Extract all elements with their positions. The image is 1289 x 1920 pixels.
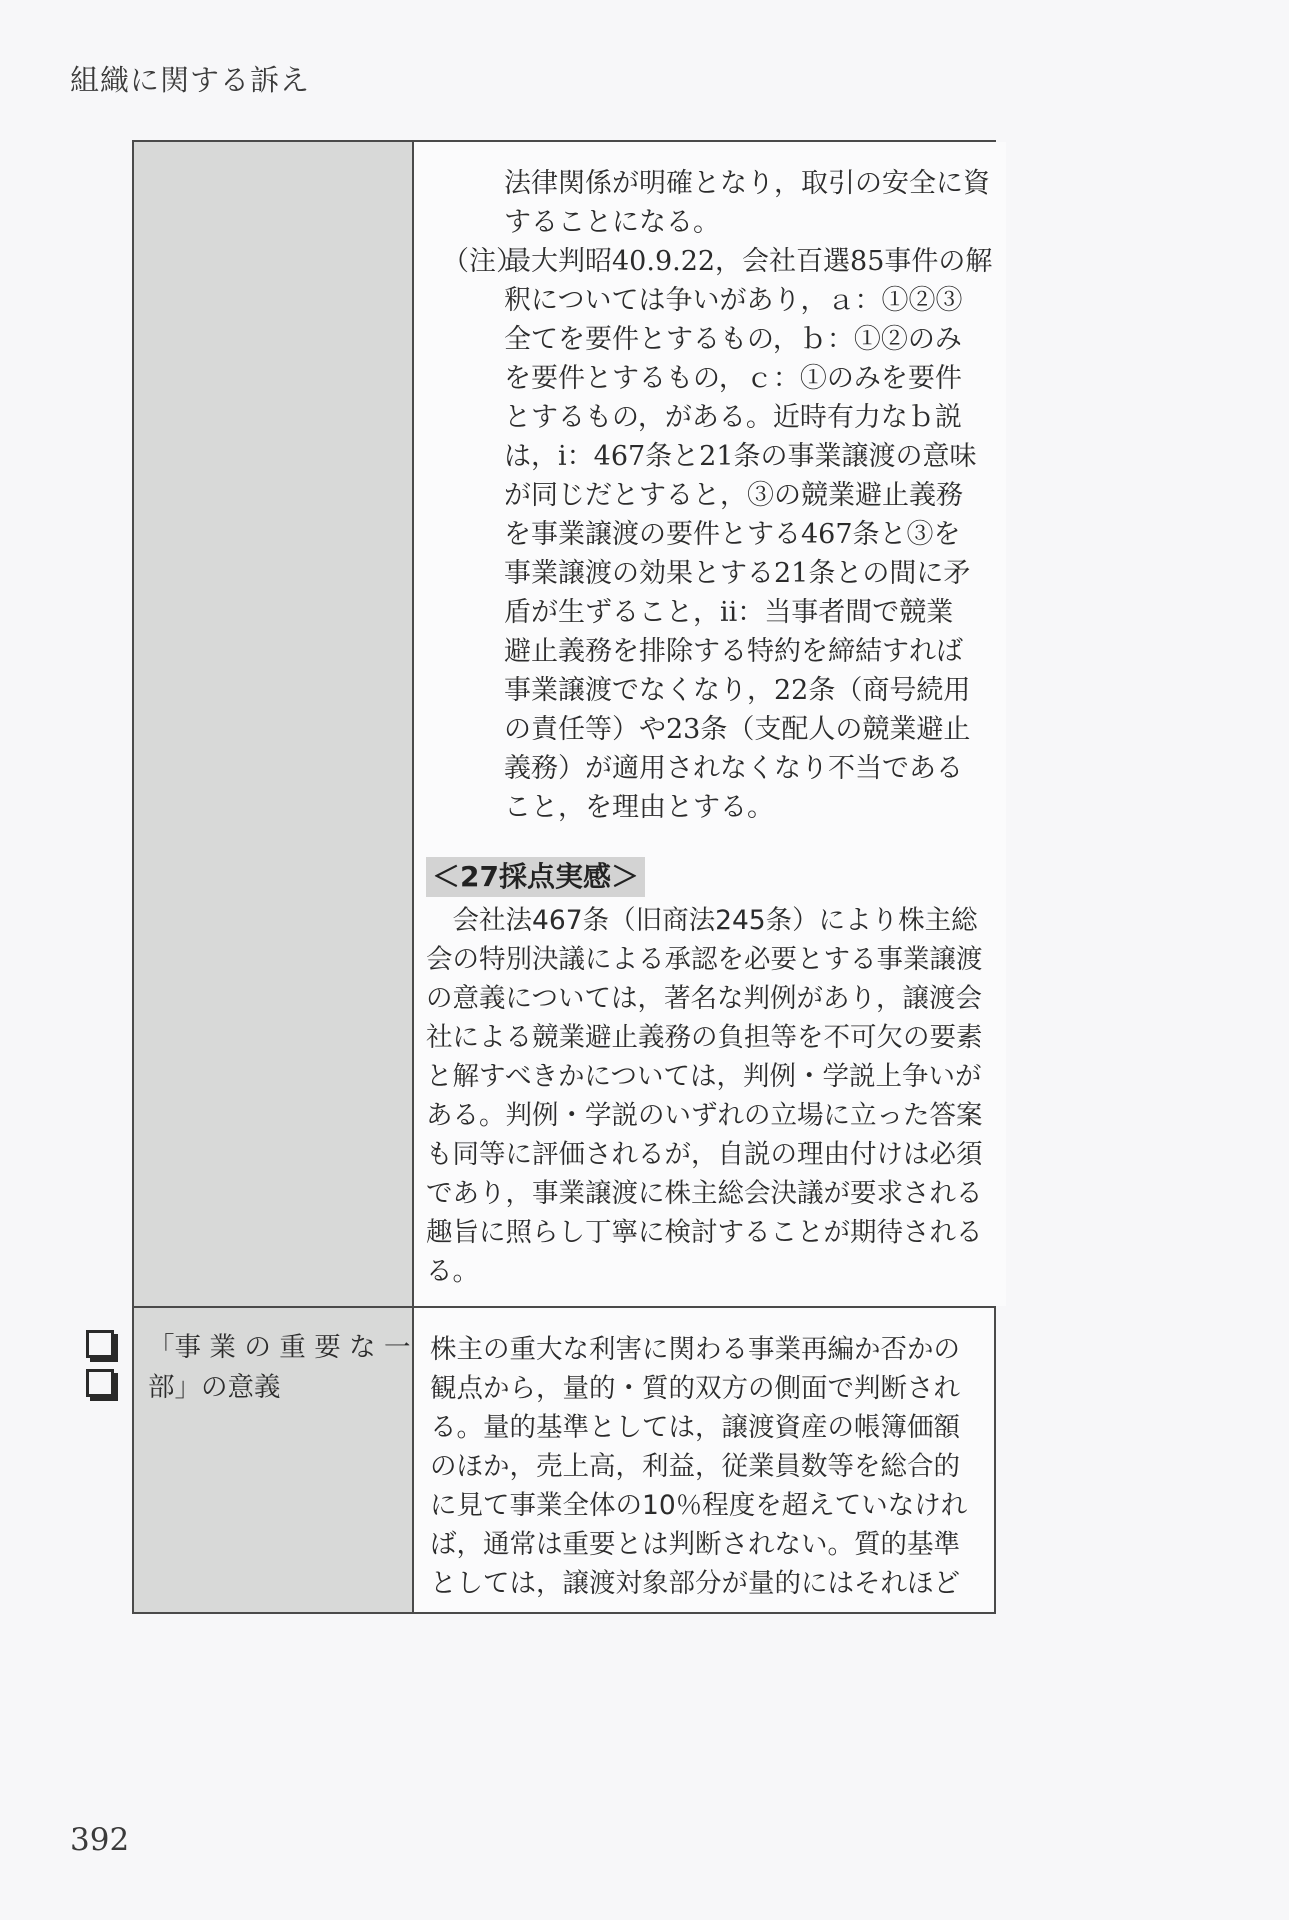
text-line: 趣旨に照らし丁寧に検討することが期待される	[426, 1217, 983, 1248]
text-line: 最大判昭40.9.22，会社百選85事件の解	[504, 246, 993, 277]
text-line: の責任等）や23条（支配人の競業避止	[504, 714, 971, 745]
text-line: することになる。	[504, 207, 720, 238]
text-line: 会社法467条（旧商法245条）により株主総	[426, 905, 978, 936]
text-line: であり，事業譲渡に株主総会決議が要求される	[426, 1178, 983, 1209]
text-line: 観点から，量的・質的双方の側面で判断され	[430, 1373, 960, 1404]
row-title-line: 「事 業 の 重 要 な 一	[148, 1332, 411, 1363]
text-line: 事業譲渡の効果とする21条との間に矛	[504, 558, 971, 589]
text-line: は，ⅰ：467条と21条の事業譲渡の意味	[504, 441, 977, 472]
text-line: 会の特別決議による承認を必要とする事業譲渡	[426, 944, 983, 975]
checkbox-group	[86, 1330, 114, 1408]
text-line: 避止義務を排除する特約を締結すれば	[504, 636, 963, 667]
text-line: と解すべきかについては，判例・学説上争いが	[426, 1061, 982, 1092]
text-line: が同じだとすると，③の競業避止義務	[504, 480, 963, 511]
text-line: 社による競業避止義務の負担等を不可欠の要素	[426, 1022, 983, 1053]
row-title-line: 部」の意義	[148, 1372, 281, 1403]
running-header: 組織に関する訴え	[70, 63, 311, 97]
note-body	[442, 281, 992, 827]
text-line: こと，を理由とする。	[504, 792, 774, 823]
text-line: としては，譲渡対象部分が量的にはそれほど	[430, 1568, 960, 1599]
note-block	[442, 242, 992, 281]
table-row	[134, 142, 994, 1306]
text-line: に見て事業全体の10％程度を超えていなけれ	[430, 1490, 968, 1521]
note-mark: （注）	[442, 246, 523, 277]
text-line: を事業譲渡の要件とする467条と③を	[504, 519, 961, 550]
right-cell	[414, 142, 1006, 1306]
text-line: 株主の重大な利害に関わる事業再編か否かの	[430, 1334, 960, 1365]
text-line: とするもの，がある。近時有力なｂ説	[504, 402, 962, 433]
page-number: 392	[70, 1822, 130, 1858]
section-block	[426, 827, 992, 1291]
text-line: る。	[426, 1256, 479, 1287]
text-line: も同等に評価されるが，自説の理由付けは必須	[426, 1139, 983, 1170]
text-line: 義務）が適用されなくなり不当である	[504, 753, 963, 784]
text-line: の意義については，著名な判例があり，譲渡会	[426, 983, 982, 1014]
text-line: のほか，売上高，利益，従業員数等を総合的	[430, 1451, 960, 1482]
text-line: 法律関係が明確となり，取引の安全に資	[504, 168, 990, 199]
left-cell	[134, 1308, 414, 1612]
text-line: る。量的基準としては，譲渡資産の帳簿価額	[430, 1412, 960, 1443]
text-line: を要件とするもの，ｃ：①のみを要件	[504, 363, 962, 394]
text-line: ば，通常は重要とは判断されない。質的基準	[430, 1529, 960, 1560]
text-line: 盾が生ずること，ⅱ：当事者間で競業	[504, 597, 954, 628]
text-line: 事業譲渡でなくなり，22条（商号続用	[504, 675, 971, 706]
text-line: 全てを要件とするもの，ｂ：①②のみ	[504, 324, 962, 355]
table-row	[134, 1306, 994, 1612]
section-heading: ＜27採点実感＞	[426, 857, 645, 897]
checkbox-icon[interactable]	[86, 1369, 114, 1397]
checkbox-icon[interactable]	[86, 1330, 114, 1358]
text-line: 釈については争いがあり，ａ：①②③	[504, 285, 963, 316]
right-cell	[414, 1308, 994, 1612]
left-cell	[134, 142, 414, 1306]
content-table	[132, 140, 996, 1614]
text-line: ある。判例・学説のいずれの立場に立った答案	[426, 1100, 983, 1131]
row-title	[134, 1308, 412, 1408]
